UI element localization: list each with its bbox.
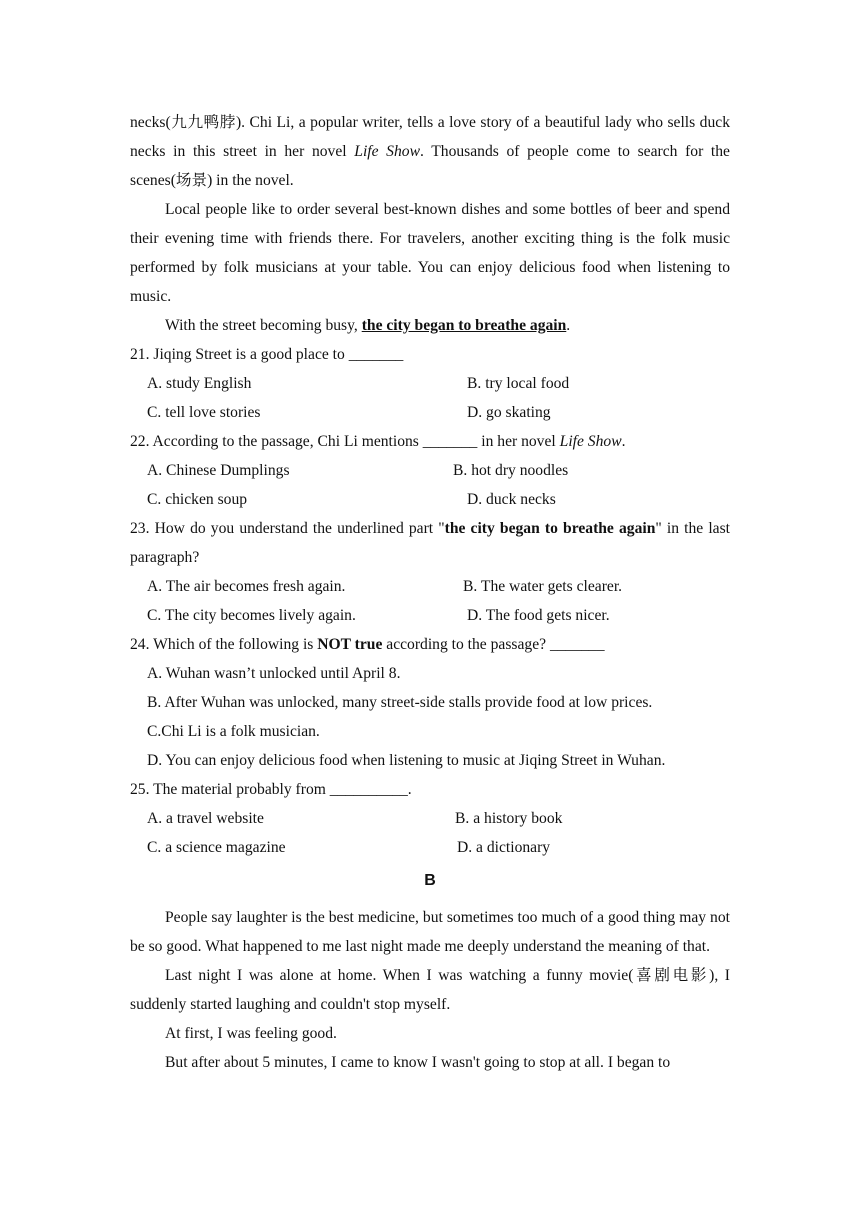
options-row [130, 572, 730, 601]
option-d: D. You can enjoy delicious food when listening to music at Jiqing Street in Wuhan. [147, 752, 666, 769]
stem-text: 23. How do you understand the underlined part " [130, 520, 445, 537]
question-22 [130, 427, 730, 514]
question-stem: 21. Jiqing Street is a good place to _______ [130, 346, 404, 363]
paragraph-text: necks(九九鸭脖). Chi Li, a popular writer, tells a love story of a beautiful lady who sells duck necks in this street in her novel [130, 114, 730, 160]
option-c: C. chicken soup [147, 491, 248, 508]
stem-text: 22. According to the passage, Chi Li mentions _______ in her novel [130, 433, 560, 450]
option-d: D. go skating [467, 404, 551, 421]
passage-b-paragraph-1: People say laughter is the best medicine, but sometimes too much of a good thing may not be so good. What happened to me last night made me deeply understand the meaning of that. [130, 909, 730, 955]
passage-a-paragraph-3 [130, 311, 730, 340]
option-d: D. a dictionary [457, 839, 551, 856]
option-b: B. hot dry noodles [453, 462, 569, 479]
option-b: B. After Wuhan was unlocked, many street-side stalls provide food at low prices. [147, 694, 653, 711]
question-23 [130, 514, 730, 630]
passage-a-paragraph-1 [130, 108, 730, 195]
option-c: C. a science magazine [147, 839, 286, 856]
stem-text: 24. Which of the following is [130, 636, 318, 653]
option-c: C.Chi Li is a folk musician. [147, 723, 320, 740]
option-b: B. The water gets clearer. [463, 578, 623, 595]
option-d: D. duck necks [467, 491, 556, 508]
stem-text: according to the passage? _______ [382, 636, 605, 653]
option-b: B. a history book [455, 810, 563, 827]
document-body [130, 108, 730, 1077]
passage-b-paragraph-3: At first, I was feeling good. [165, 1025, 337, 1042]
option-a: A. study English [147, 375, 252, 392]
question-stem: 25. The material probably from __________. [130, 781, 412, 798]
options-row [130, 369, 730, 398]
novel-title: Life Show [559, 433, 622, 450]
option-a: A. Chinese Dumplings [147, 462, 290, 479]
question-24 [130, 630, 730, 775]
passage-a-paragraph-2: Local people like to order several best-known dishes and some bottles of beer and spend their evening time with friends there. For travelers, another exciting thing is the folk music performed by folk musicians at your table. You can enjoy delicious food when listening to music. [130, 201, 730, 305]
option-b: B. try local food [467, 375, 570, 392]
stem-text: . [621, 433, 626, 450]
option-c: C. The city becomes lively again. [147, 607, 356, 624]
paragraph-text: With the street becoming busy, [165, 317, 362, 334]
paragraph-text: . [566, 317, 571, 334]
question-stem [130, 630, 730, 659]
option-a: A. Wuhan wasn’t unlocked until April 8. [147, 665, 401, 682]
question-25 [130, 775, 730, 862]
question-21 [130, 340, 730, 427]
passage-b-paragraph-2: Last night I was alone at home. When I was watching a funny movie(喜剧电影), I suddenly started laughing and couldn't stop myself. [130, 967, 730, 1013]
question-stem [130, 514, 730, 572]
question-stem [130, 427, 730, 456]
section-b-heading: B [424, 872, 436, 889]
stem-text: " in the last paragraph? [130, 520, 730, 566]
option-d: D. The food gets nicer. [467, 607, 610, 624]
options-row [130, 456, 730, 485]
option-a: A. The air becomes fresh again. [147, 578, 346, 595]
underlined-phrase: the city began to breathe again [361, 317, 567, 334]
option-c: C. tell love stories [147, 404, 261, 421]
options-row [130, 601, 730, 630]
options-row [130, 398, 730, 427]
passage-b-paragraph-4: But after about 5 minutes, I came to know I wasn't going to stop at all. I began to [165, 1054, 671, 1071]
options-row [130, 485, 730, 514]
paragraph-text: . Thousands of people come to search for the scenes(场景) in the novel. [130, 143, 730, 189]
option-a: A. a travel website [147, 810, 264, 827]
stem-bold-text: the city began to breathe again [444, 520, 656, 537]
options-row [130, 804, 730, 833]
stem-bold-text: NOT true [317, 636, 383, 653]
novel-title: Life Show [354, 143, 420, 160]
options-row [130, 833, 730, 862]
